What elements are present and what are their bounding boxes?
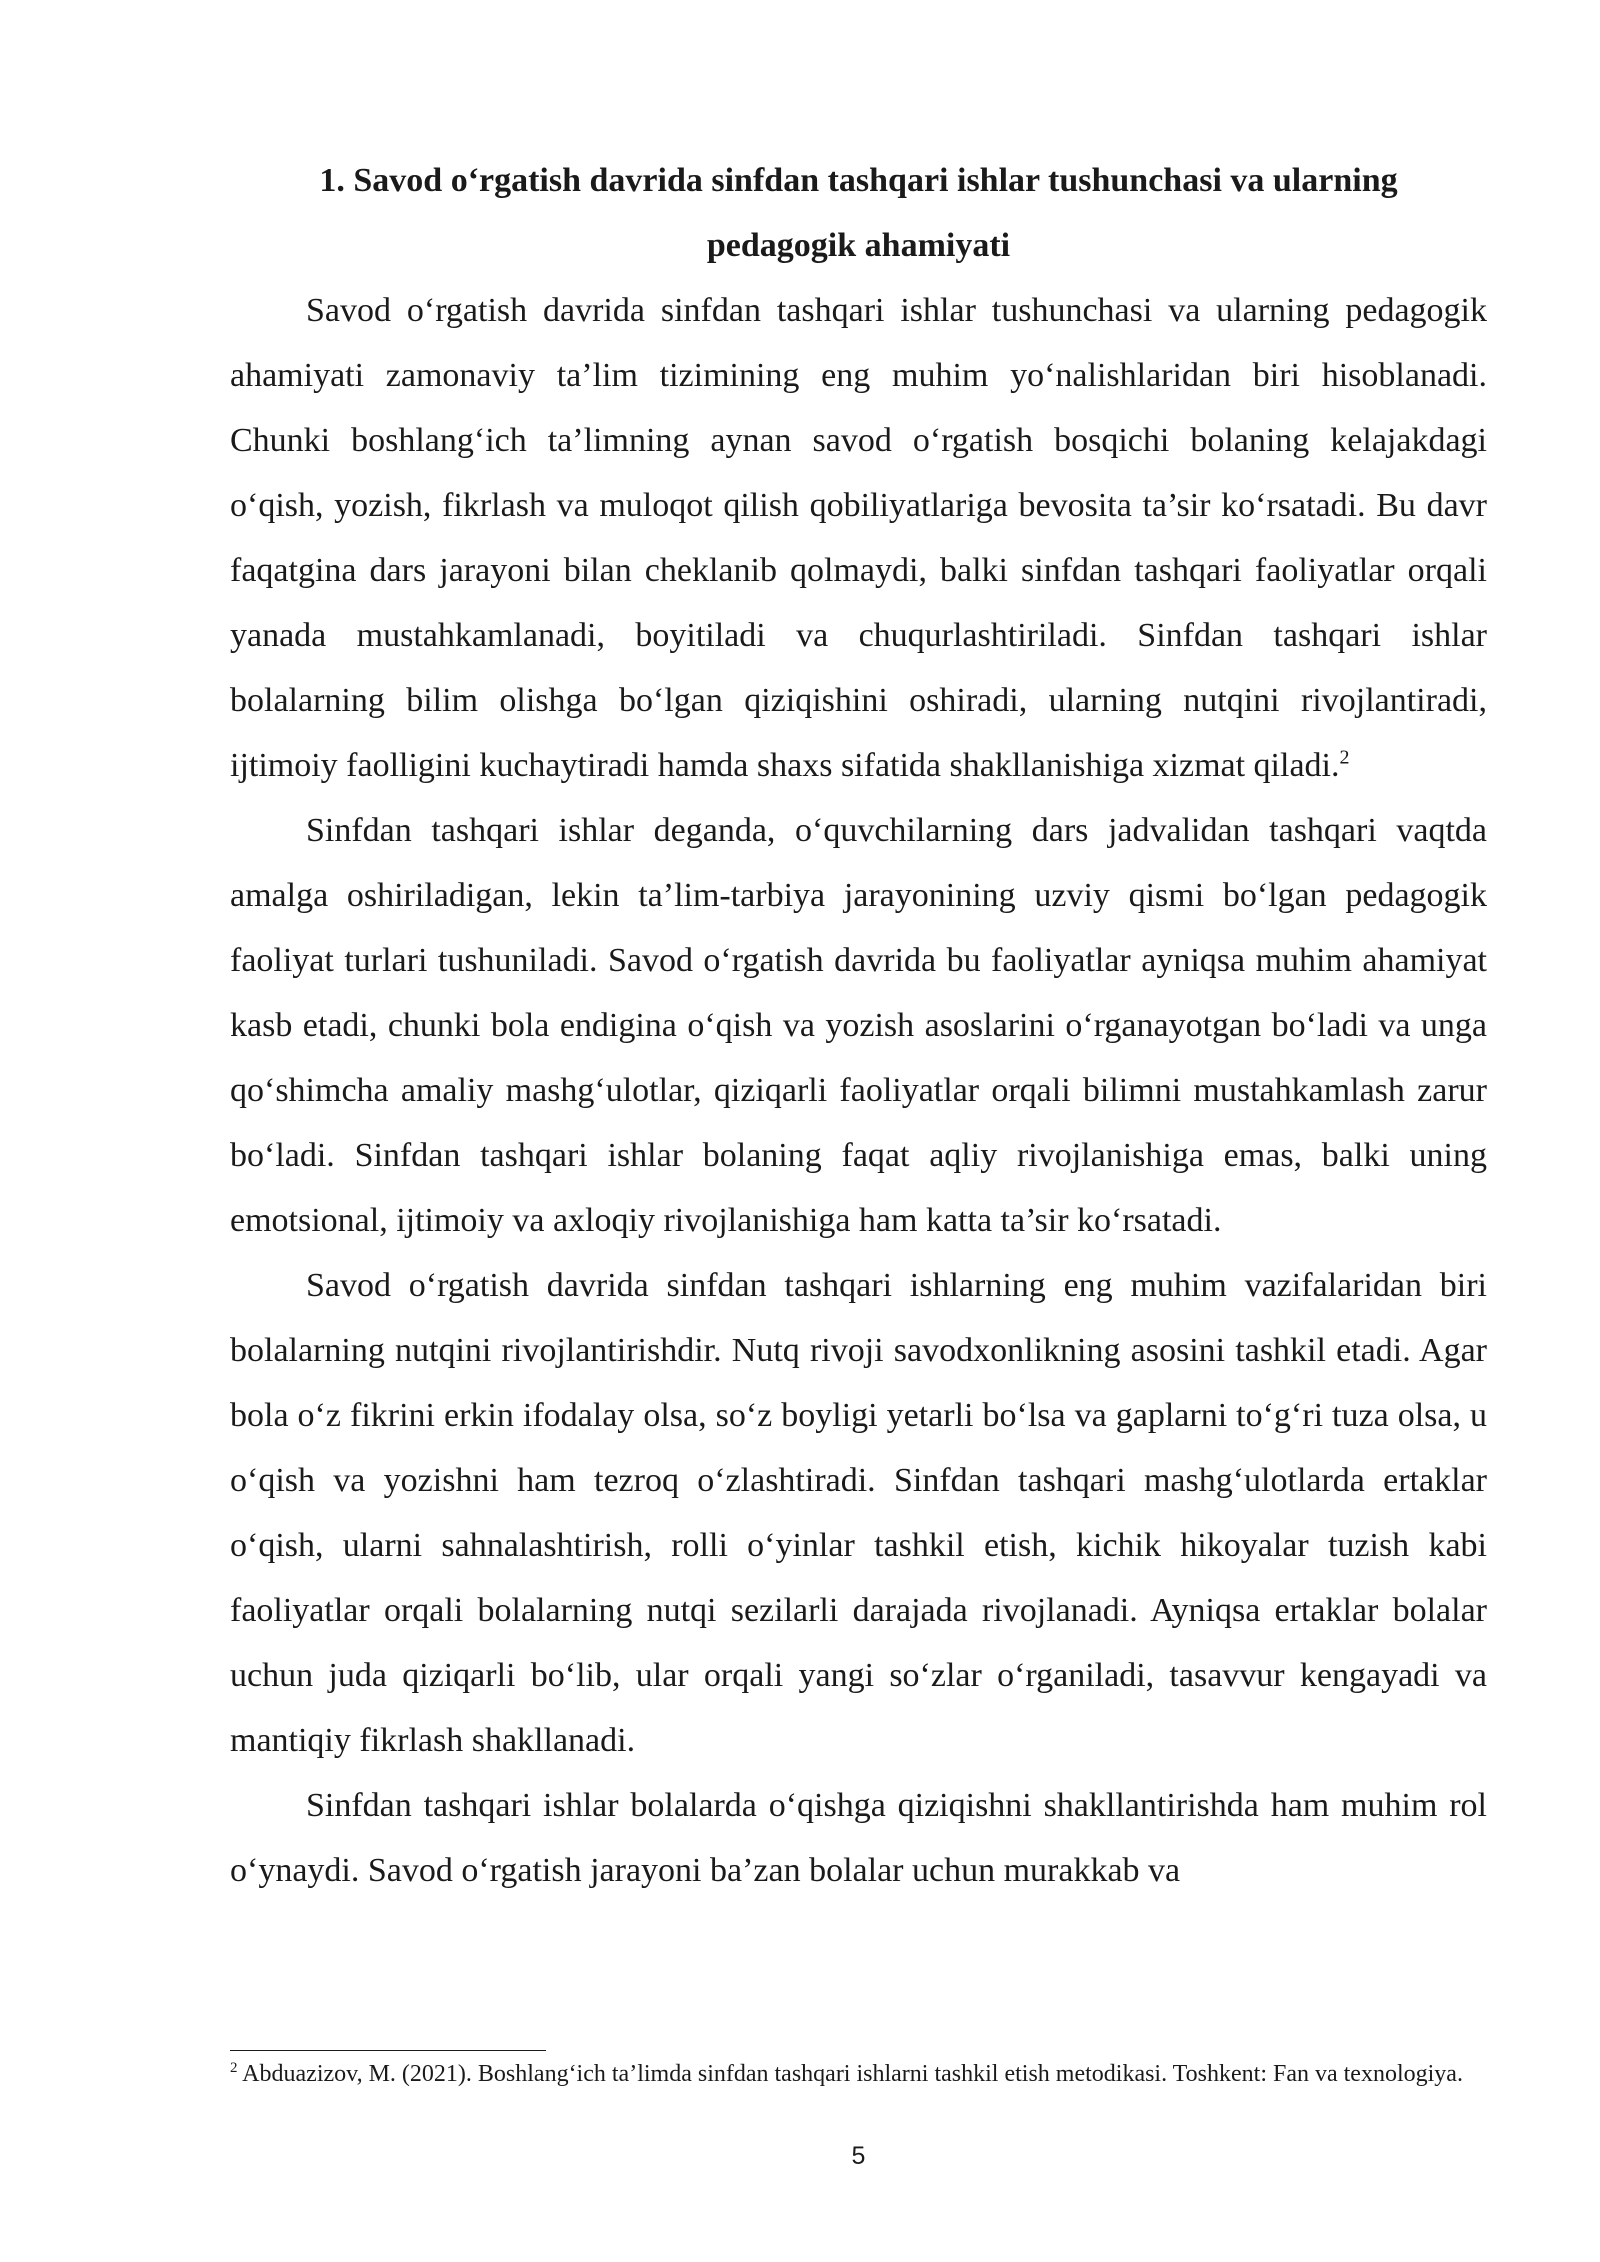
paragraph-4-text: Sinfdan tashqari ishlar bolalarda o‘qishga qiziqishni shakllantirishda ham muhim rol o‘ynaydi. Savod o‘rgatish jarayoni ba’zan bolalar uchun murakkab va <box>230 1787 1487 1889</box>
paragraph-2-text: Sinfdan tashqari ishlar deganda, o‘quvchilarning dars jadvalidan tashqari vaqtda amalga oshiriladigan, lekin ta’lim-tarbiya jarayonining uzviy qismi bo‘lgan pedagogik faoliyat turlari tushuniladi. Savod o‘rgatish davrida bu faoliyatlar ayniqsa muhim ahamiyat kasb etadi, chunki bola endigina o‘qish va yozish asoslarini o‘rganayotgan bo‘ladi va unga qo‘shimcha amaliy mashg‘ulotlar, qiziqarli faoliyatlar orqali bilimni mustahkamlash zarur bo‘ladi. Sinfdan tashqari ishlar bolaning faqat aqliy rivojlanishiga emas, balki uning emotsional, ijtimoiy va axloqiy rivojlanishiga ham katta ta’sir ko‘rsatadi. <box>230 812 1487 1239</box>
footnote-number: 2 <box>230 2060 238 2076</box>
section-heading <box>230 148 1487 278</box>
paragraph-3 <box>230 1253 1487 1773</box>
paragraph-2 <box>230 798 1487 1253</box>
footnote-separator <box>230 2050 546 2051</box>
document-body <box>230 148 1487 1903</box>
page-number: 5 <box>851 2142 866 2170</box>
section-heading-line-1: 1. Savod o‘rgatish davrida sinfdan tashqari ishlar tushunchasi va ularning <box>319 162 1398 199</box>
footnote <box>230 2058 1487 2091</box>
paragraph-1 <box>230 278 1487 798</box>
paragraph-1-text: Savod o‘rgatish davrida sinfdan tashqari ishlar tushunchasi va ularning pedagogik ahamiyati zamonaviy ta’lim tizimining eng muhim yo‘nalishlaridan biri hisoblanadi. Chunki boshlang‘ich ta’limning aynan savod o‘rgatish bosqichi bolaning kelajakdagi o‘qish, yozish, fikrlash va muloqot qilish qobiliyatlariga bevosita ta’sir ko‘rsatadi. Bu davr faqatgina dars jarayoni bilan cheklanib qolmaydi, balki sinfdan tashqari faoliyatlar orqali yanada mustahkamlanadi, boyitiladi va chuqurlashtiriladi. Sinfdan tashqari ishlar bolalarning bilim olishga bo‘lgan qiziqishini oshiradi, ularning nutqini rivojlantiradi, ijtimoiy faolligini kuchaytiradi hamda shaxs sifatida shakllanishiga xizmat qiladi. <box>230 292 1487 784</box>
footnote-reference: 2 <box>1339 746 1350 769</box>
paragraph-3-text: Savod o‘rgatish davrida sinfdan tashqari ishlarning eng muhim vazifalaridan biri bolalarning nutqini rivojlantirishdir. Nutq rivoji savodxonlikning asosini tashkil etadi. Agar bola o‘z fikrini erkin ifodalay olsa, so‘z boyligi yetarli bo‘lsa va gaplarni to‘g‘ri tuza olsa, u o‘qish va yozishni ham tezroq o‘zlashtiradi. Sinfdan tashqari mashg‘ulotlarda ertaklar o‘qish, ularni sahnalashtirish, rolli o‘yinlar tashkil etish, kichik hikoyalar tuzish kabi faoliyatlar orqali bolalarning nutqi sezilarli darajada rivojlanadi. Ayniqsa ertaklar bolalar uchun juda qiziqarli bo‘lib, ular orqali yangi so‘zlar o‘rganiladi, tasavvur kengayadi va mantiqiy fikrlash shakllanadi. <box>230 1267 1487 1759</box>
paragraph-4 <box>230 1773 1487 1903</box>
footnote-text: Abduazizov, M. (2021). Boshlang‘ich ta’limda sinfdan tashqari ishlarni tashkil etish metodikasi. Toshkent: Fan va texnologiya. <box>237 2061 1463 2087</box>
section-heading-line-2: pedagogik ahamiyati <box>706 227 1011 264</box>
